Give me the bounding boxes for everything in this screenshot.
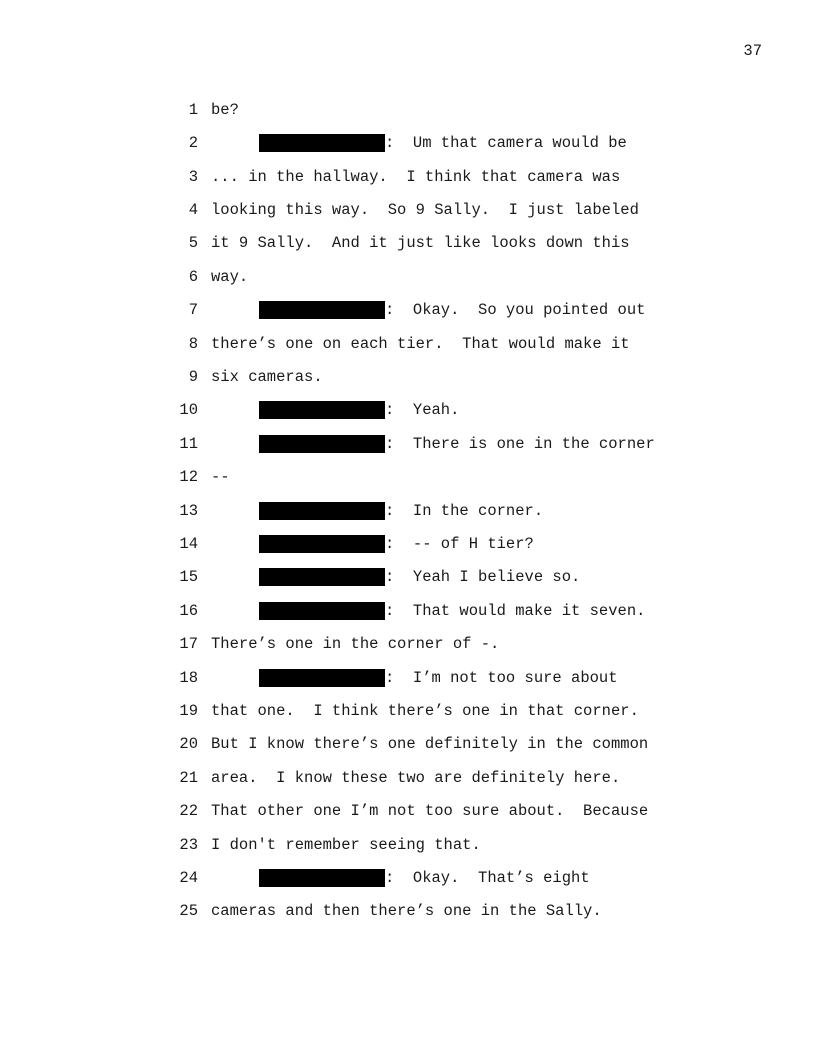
line-content: : -- of H tier? bbox=[385, 535, 534, 554]
line-text bbox=[211, 735, 648, 753]
transcript-line bbox=[170, 427, 655, 460]
line-text bbox=[211, 836, 481, 854]
line-content: be? bbox=[211, 100, 239, 119]
line-content: : Um that camera would be bbox=[385, 134, 627, 153]
line-number: 17 bbox=[179, 635, 198, 654]
line-number: 9 bbox=[188, 367, 198, 386]
transcript-line bbox=[170, 628, 655, 661]
line-content: : Okay. That’s eight bbox=[385, 869, 590, 888]
line-number: 19 bbox=[179, 702, 198, 721]
line-text bbox=[211, 168, 620, 186]
speaker-line-text bbox=[211, 401, 459, 419]
line-content: cameras and then there’s one in the Sally. bbox=[211, 902, 602, 921]
transcript-line bbox=[170, 728, 655, 761]
redacted-speaker-name bbox=[259, 568, 385, 586]
transcript-line bbox=[170, 527, 655, 560]
line-text bbox=[211, 368, 323, 386]
line-number: 14 bbox=[179, 534, 198, 553]
line-content: : Yeah. bbox=[385, 401, 460, 420]
redacted-speaker-name bbox=[259, 669, 385, 687]
speaker-line-text bbox=[211, 301, 645, 319]
line-content: : That would make it seven. bbox=[385, 601, 646, 620]
speaker-line-text bbox=[211, 602, 645, 620]
line-number: 7 bbox=[188, 301, 198, 320]
line-text bbox=[211, 201, 639, 219]
line-content: : In the corner. bbox=[385, 501, 544, 520]
transcript-line bbox=[170, 694, 655, 727]
line-number: 8 bbox=[188, 334, 198, 353]
line-number: 16 bbox=[179, 601, 198, 620]
transcript-line bbox=[170, 494, 655, 527]
line-text bbox=[211, 268, 248, 286]
transcript-line bbox=[170, 327, 655, 360]
line-number: 2 bbox=[188, 134, 198, 153]
redacted-speaker-name bbox=[259, 602, 385, 620]
line-content: six cameras. bbox=[211, 367, 323, 386]
line-text bbox=[211, 635, 499, 653]
transcript-line bbox=[170, 661, 655, 694]
line-content: there’s one on each tier. That would make it bbox=[211, 334, 630, 353]
line-text bbox=[211, 335, 630, 353]
line-number: 10 bbox=[179, 401, 198, 420]
line-content: There’s one in the corner of -. bbox=[211, 635, 500, 654]
line-number: 24 bbox=[179, 869, 198, 888]
line-text bbox=[211, 902, 602, 920]
redacted-speaker-name bbox=[259, 401, 385, 419]
line-content: area. I know these two are definitely here. bbox=[211, 768, 621, 787]
transcript-line bbox=[170, 460, 655, 493]
speaker-line-text bbox=[211, 869, 590, 887]
transcript-line bbox=[170, 227, 655, 260]
speaker-line-text bbox=[211, 435, 655, 453]
transcript-line bbox=[170, 828, 655, 861]
redacted-speaker-name bbox=[259, 869, 385, 887]
speaker-line-text bbox=[211, 568, 580, 586]
line-text bbox=[211, 802, 648, 820]
line-content: But I know there’s one definitely in the common bbox=[211, 735, 649, 754]
transcript-line bbox=[170, 761, 655, 794]
line-content: way. bbox=[211, 267, 249, 286]
line-number: 1 bbox=[188, 100, 198, 119]
redacted-speaker-name bbox=[259, 502, 385, 520]
line-text bbox=[211, 769, 620, 787]
transcript-line bbox=[170, 895, 655, 928]
line-content: : Okay. So you pointed out bbox=[385, 301, 646, 320]
transcript-line bbox=[170, 93, 655, 126]
speaker-line-text bbox=[211, 134, 627, 152]
speaker-line-text bbox=[211, 669, 618, 687]
line-text bbox=[211, 101, 239, 119]
transcript-line bbox=[170, 293, 655, 326]
page-number: 37 bbox=[743, 42, 762, 60]
line-content: : I’m not too sure about bbox=[385, 668, 618, 687]
line-number: 18 bbox=[179, 668, 198, 687]
line-number: 22 bbox=[179, 802, 198, 821]
line-number: 4 bbox=[188, 200, 198, 219]
redacted-speaker-name bbox=[259, 134, 385, 152]
line-content: that one. I think there’s one in that corner. bbox=[211, 702, 639, 721]
line-number: 11 bbox=[179, 434, 198, 453]
transcript-line bbox=[170, 861, 655, 894]
transcript-line bbox=[170, 360, 655, 393]
transcript-line bbox=[170, 260, 655, 293]
transcript-line bbox=[170, 126, 655, 159]
line-number: 23 bbox=[179, 835, 198, 854]
line-text bbox=[211, 468, 230, 486]
line-number: 5 bbox=[188, 234, 198, 253]
line-text bbox=[211, 234, 630, 252]
line-number: 13 bbox=[179, 501, 198, 520]
transcript-line bbox=[170, 594, 655, 627]
speaker-line-text bbox=[211, 502, 543, 520]
line-number: 21 bbox=[179, 768, 198, 787]
speaker-line-text bbox=[211, 535, 534, 553]
redacted-speaker-name bbox=[259, 435, 385, 453]
transcript-body bbox=[170, 93, 655, 928]
line-content: I don't remember seeing that. bbox=[211, 835, 481, 854]
line-content: : Yeah I believe so. bbox=[385, 568, 581, 587]
line-number: 3 bbox=[188, 167, 198, 186]
line-content: That other one I’m not too sure about. Because bbox=[211, 802, 649, 821]
line-text bbox=[211, 702, 639, 720]
line-content: it 9 Sally. And it just like looks down this bbox=[211, 234, 630, 253]
line-content: : There is one in the corner bbox=[385, 434, 655, 453]
transcript-line bbox=[170, 561, 655, 594]
redacted-speaker-name bbox=[259, 301, 385, 319]
line-number: 20 bbox=[179, 735, 198, 754]
line-number: 15 bbox=[179, 568, 198, 587]
redacted-speaker-name bbox=[259, 535, 385, 553]
line-content: looking this way. So 9 Sally. I just labeled bbox=[211, 200, 639, 219]
line-number: 6 bbox=[188, 267, 198, 286]
transcript-line bbox=[170, 193, 655, 226]
transcript-line bbox=[170, 795, 655, 828]
line-content: ... in the hallway. I think that camera was bbox=[211, 167, 621, 186]
transcript-line bbox=[170, 394, 655, 427]
transcript-line bbox=[170, 160, 655, 193]
line-number: 25 bbox=[179, 902, 198, 921]
line-content: -- bbox=[211, 468, 230, 487]
line-number: 12 bbox=[179, 468, 198, 487]
